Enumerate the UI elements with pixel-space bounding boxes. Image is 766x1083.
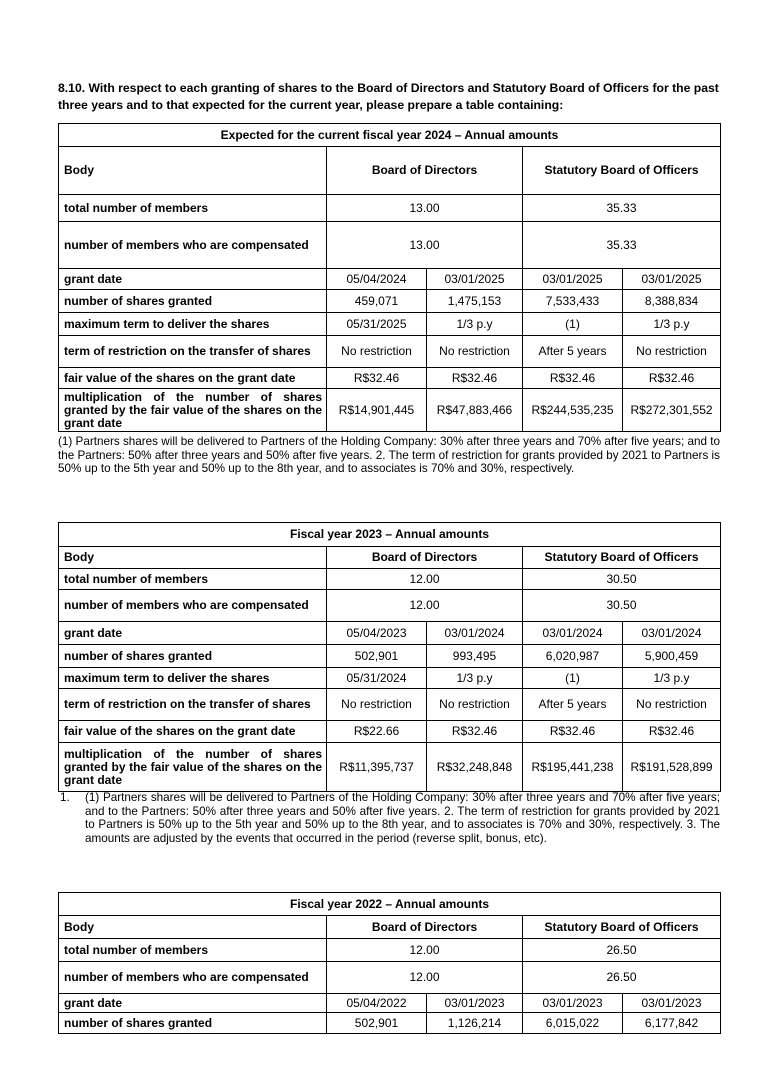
table-cell: 459,071 [327,290,427,313]
table-cell: No restriction [327,689,427,721]
table-cell: 13.00 [327,195,523,222]
board-header: Board of Directors [327,547,523,569]
table-cell: 03/01/2023 [623,994,721,1013]
table-cell: No restriction [327,336,427,368]
table-cell: R$47,883,466 [427,389,523,432]
row-label: term of restriction on the transfer of shares [59,689,327,721]
footnote-2024: (1) Partners shares will be delivered to Partners of the Holding Company: 30% after three years and 70% after five years; and to the Partners: 50% after three years and 50% after five years. 2. The term of restriction for grants provided by 2021 to Partners is 50% up to the 5th year and 50% up to the 8th year, and to associates is 70% and 30%, respectively. [58,435,720,475]
table-title: Fiscal year 2023 – Annual amounts [59,523,721,547]
table-cell: No restriction [427,336,523,368]
table-cell: After 5 years [523,689,623,721]
table-cell: 03/01/2023 [523,994,623,1013]
table-cell: 05/04/2024 [327,269,427,290]
table-cell: 03/01/2024 [523,622,623,645]
table-cell: 12.00 [327,569,523,590]
table-cell: 03/01/2024 [623,622,721,645]
officers-header: Statutory Board of Officers [523,547,721,569]
table-cell: No restriction [623,336,721,368]
table-cell: 12.00 [327,962,523,994]
row-label: total number of members [59,569,327,590]
grant-table-2023 [58,522,721,792]
row-label: maximum term to deliver the shares [59,668,327,689]
table-cell: 1/3 p.y [623,668,721,689]
table-cell: R$32,248,848 [427,743,523,792]
table-cell: R$14,901,445 [327,389,427,432]
table-cell: 7,533,433 [523,290,623,313]
officers-header: Statutory Board of Officers [523,147,721,195]
table-cell: 30.50 [523,590,721,622]
table-cell: 1,126,214 [427,1013,523,1034]
table-cell: 05/31/2025 [327,313,427,336]
table-cell: 26.50 [523,962,721,994]
table-cell: (1) [523,313,623,336]
table-cell: 502,901 [327,1013,427,1034]
table-cell: 26.50 [523,939,721,962]
table-cell: 5,900,459 [623,645,721,668]
row-label: number of shares granted [59,1013,327,1034]
section-heading: 8.10. With respect to each granting of shares to the Board of Directors and Statutory Board of Officers for the past three years and to that expected for the current year, please prepare a table containing: [58,81,719,112]
table-cell: R$22.66 [327,721,427,743]
table-title: Fiscal year 2022 – Annual amounts [59,893,721,916]
row-label: number of shares granted [59,645,327,668]
table-cell: 12.00 [327,939,523,962]
footnote-text: (1) Partners shares will be delivered to Partners of the Holding Company: 30% after three years and 70% after five years; and to the Partners: 50% after three years and 50% after five years. 2. The term of restriction for grants provided by 2021 to Partners is 50% up to the 5th year and 50% up to the 8th year, and to associates is 70% and 30%, respectively. 3. The amounts are adjusted by the events that occurred in the period (reverse split, bonus, etc). [85,791,720,845]
row-label: number of members who are compensated [59,590,327,622]
table-cell: R$272,301,552 [623,389,721,432]
table-cell: 03/01/2025 [623,269,721,290]
table-cell: No restriction [623,689,721,721]
table-cell: 30.50 [523,569,721,590]
table-cell: 03/01/2025 [523,269,623,290]
row-label: fair value of the shares on the grant date [59,368,327,389]
row-label: multiplication of the number of shares granted by the fair value of the shares on the grant date [59,743,327,792]
table-cell: R$32.46 [327,368,427,389]
body-header: Body [59,147,327,195]
table-cell: 1,475,153 [427,290,523,313]
officers-header: Statutory Board of Officers [523,916,721,939]
table-cell: 993,495 [427,645,523,668]
row-label: number of members who are compensated [59,962,327,994]
row-label: term of restriction on the transfer of shares [59,336,327,368]
row-label: grant date [59,269,327,290]
table-cell: 6,020,987 [523,645,623,668]
table-cell: 12.00 [327,590,523,622]
row-label: fair value of the shares on the grant date [59,721,327,743]
table-cell: R$11,395,737 [327,743,427,792]
table-cell: R$32.46 [523,368,623,389]
row-label: total number of members [59,939,327,962]
table-cell: 1/3 p.y [623,313,721,336]
table-cell: 6,015,022 [523,1013,623,1034]
board-header: Board of Directors [327,147,523,195]
table-cell: R$195,441,238 [523,743,623,792]
table-cell: R$32.46 [623,721,721,743]
table-cell: R$32.46 [623,368,721,389]
table-cell: 35.33 [523,222,721,269]
table-cell: 35.33 [523,195,721,222]
grant-table-2022 [58,892,721,1034]
table-cell: R$32.46 [523,721,623,743]
table-cell: 1/3 p.y [427,668,523,689]
grant-table-2024 [58,123,721,432]
table-cell: R$244,535,235 [523,389,623,432]
table-cell: 1/3 p.y [427,313,523,336]
body-header: Body [59,916,327,939]
table-cell: 05/04/2022 [327,994,427,1013]
table-title: Expected for the current fiscal year 2024 – Annual amounts [59,124,721,147]
table-cell: 8,388,834 [623,290,721,313]
table-cell: 05/04/2023 [327,622,427,645]
row-label: grant date [59,994,327,1013]
table-cell: 502,901 [327,645,427,668]
footnote-2023 [58,791,720,845]
row-label: number of members who are compensated [59,222,327,269]
row-label: maximum term to deliver the shares [59,313,327,336]
row-label: number of shares granted [59,290,327,313]
row-label: multiplication of the number of shares granted by the fair value of the shares on the grant date [59,389,327,432]
table-cell: R$32.46 [427,368,523,389]
row-label: total number of members [59,195,327,222]
table-cell: (1) [523,668,623,689]
row-label: grant date [59,622,327,645]
table-cell: 6,177,842 [623,1013,721,1034]
table-cell: 03/01/2025 [427,269,523,290]
table-cell: No restriction [427,689,523,721]
table-cell: 05/31/2024 [327,668,427,689]
table-cell: R$32.46 [427,721,523,743]
body-header: Body [59,547,327,569]
board-header: Board of Directors [327,916,523,939]
table-cell: R$191,528,899 [623,743,721,792]
table-cell: After 5 years [523,336,623,368]
table-cell: 13.00 [327,222,523,269]
footnote-number: 1. [60,791,70,804]
table-cell: 03/01/2023 [427,994,523,1013]
table-cell: 03/01/2024 [427,622,523,645]
